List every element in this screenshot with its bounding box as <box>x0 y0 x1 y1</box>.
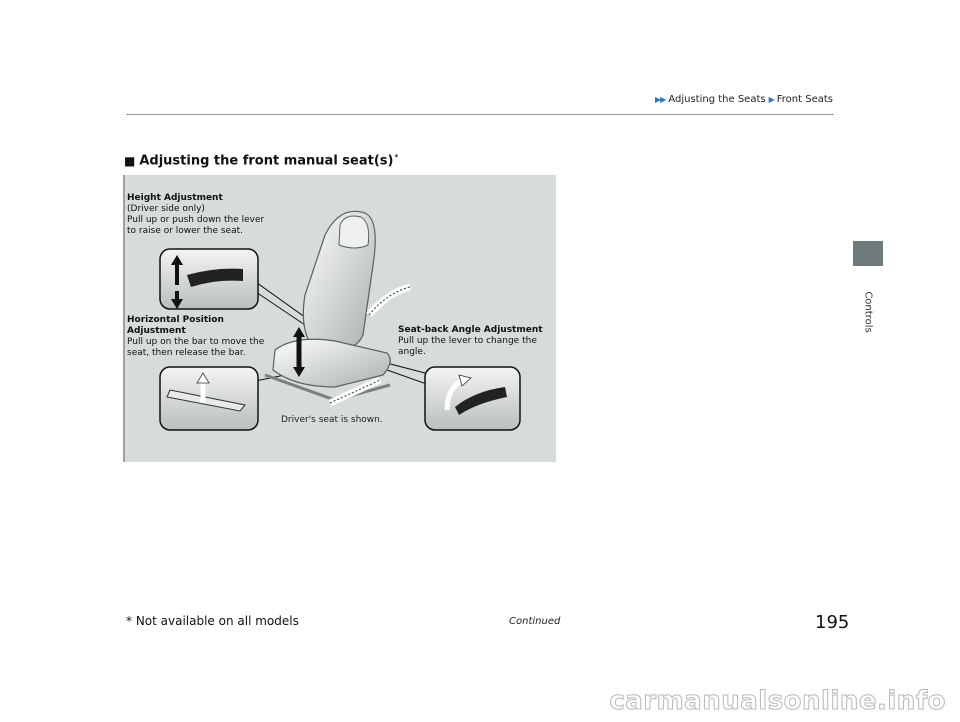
callout-horizontal-title1: Horizontal Position <box>127 315 224 325</box>
chapter-tab-marker <box>853 241 883 266</box>
continued-label: Continued <box>509 616 561 627</box>
headrest <box>339 216 369 248</box>
callout-height-title: Height Adjustment <box>127 193 223 203</box>
callout-seatback-line1: Pull up the lever to change the <box>398 336 537 346</box>
figure-caption: Driver's seat is shown. <box>281 415 383 425</box>
callout-height-line2: to raise or lower the seat. <box>127 226 243 236</box>
breadcrumb-item-seats[interactable]: Adjusting the Seats <box>668 94 766 105</box>
square-bullet-icon: ■ <box>124 154 136 168</box>
callout-height-adjustment <box>127 193 277 237</box>
section-heading-text: Adjusting the front manual seat(s) <box>139 153 394 169</box>
callout-seatback-line2: angle. <box>398 347 426 357</box>
arrow-icon: ▶ <box>768 95 774 104</box>
height-arrow-up <box>293 327 305 337</box>
watermark <box>0 686 960 722</box>
callout-height-line1: Pull up or push down the lever <box>127 215 265 225</box>
footnote-mark: * <box>394 153 399 161</box>
double-arrow-icon: ▶▶ <box>655 95 666 104</box>
callout-seatback-adjustment <box>398 325 553 358</box>
chapter-tab-label[interactable]: Controls <box>862 291 874 333</box>
seatback-arrow-icon <box>369 287 410 315</box>
footnote: * Not available on all models <box>126 614 299 628</box>
callout-seatback-title: Seat-back Angle Adjustment <box>398 325 543 335</box>
section-heading <box>124 153 398 169</box>
page-number: 195 <box>815 612 850 633</box>
header-rule <box>126 114 834 115</box>
breadcrumb-item-front-seats[interactable]: Front Seats <box>776 94 833 105</box>
callout-horizontal-line2: seat, then release the bar. <box>127 348 246 358</box>
callout-height-note: (Driver side only) <box>127 204 205 214</box>
callout-horizontal-adjustment <box>127 315 272 359</box>
breadcrumb <box>655 94 833 105</box>
callout-horizontal-title2: Adjustment <box>127 326 186 336</box>
callout-horizontal-line1: Pull up on the bar to move the <box>127 337 265 347</box>
watermark-text: carmanualsonline.info <box>609 686 946 716</box>
